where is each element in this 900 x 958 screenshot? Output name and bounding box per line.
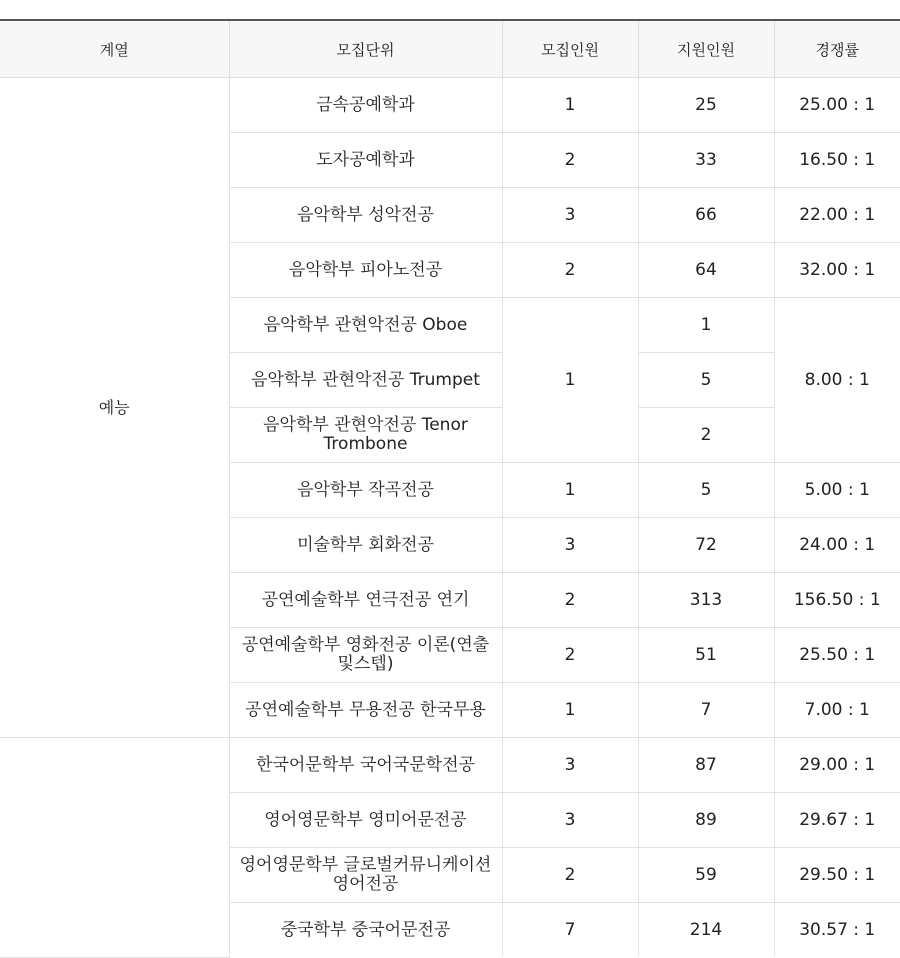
applicants-cell: 87 (638, 738, 774, 793)
applicants-cell: 7 (638, 683, 774, 738)
recruit-cell: 3 (502, 518, 638, 573)
applicants-cell: 33 (638, 133, 774, 188)
ratio-cell: 29.00 : 1 (774, 738, 900, 793)
applicants-cell: 89 (638, 793, 774, 848)
unit-cell: 영어영문학부 글로벌커뮤니케이션 영어전공 (229, 848, 502, 903)
recruit-cell: 2 (502, 243, 638, 298)
group-cell: 예능 (0, 78, 229, 738)
unit-cell: 음악학부 작곡전공 (229, 463, 502, 518)
unit-cell: 공연예술학부 영화전공 이론(연출 및스텝) (229, 628, 502, 683)
recruit-cell: 2 (502, 848, 638, 903)
recruit-cell: 1 (502, 78, 638, 133)
recruit-cell: 2 (502, 628, 638, 683)
applicants-cell: 66 (638, 188, 774, 243)
recruit-cell: 3 (502, 738, 638, 793)
unit-cell: 한국어문학부 국어국문학전공 (229, 738, 502, 793)
admission-results-table (0, 19, 900, 958)
unit-cell: 금속공예학과 (229, 78, 502, 133)
unit-cell: 음악학부 관현악전공 Tenor Trombone (229, 408, 502, 463)
header-unit: 모집단위 (229, 20, 502, 78)
recruit-cell: 1 (502, 298, 638, 463)
ratio-cell: 22.00 : 1 (774, 188, 900, 243)
ratio-cell: 29.50 : 1 (774, 848, 900, 903)
recruit-cell: 3 (502, 793, 638, 848)
unit-cell: 공연예술학부 연극전공 연기 (229, 573, 502, 628)
ratio-cell: 5.00 : 1 (774, 463, 900, 518)
applicants-cell: 313 (638, 573, 774, 628)
applicants-cell: 72 (638, 518, 774, 573)
applicants-cell: 64 (638, 243, 774, 298)
recruit-cell: 1 (502, 683, 638, 738)
applicants-cell: 5 (638, 353, 774, 408)
unit-cell: 도자공예학과 (229, 133, 502, 188)
applicants-cell: 2 (638, 408, 774, 463)
ratio-cell: 29.67 : 1 (774, 793, 900, 848)
applicants-cell: 51 (638, 628, 774, 683)
ratio-cell: 24.00 : 1 (774, 518, 900, 573)
table-row (0, 738, 900, 793)
header-row (0, 20, 900, 78)
unit-cell: 음악학부 관현악전공 Oboe (229, 298, 502, 353)
unit-cell: 음악학부 관현악전공 Trumpet (229, 353, 502, 408)
applicants-cell: 1 (638, 298, 774, 353)
applicants-cell: 59 (638, 848, 774, 903)
applicants-cell: 214 (638, 903, 774, 958)
unit-cell: 영어영문학부 영미어문전공 (229, 793, 502, 848)
unit-cell: 공연예술학부 무용전공 한국무용 (229, 683, 502, 738)
header-applicants: 지원인원 (638, 20, 774, 78)
header-recruit: 모집인원 (502, 20, 638, 78)
ratio-cell: 25.50 : 1 (774, 628, 900, 683)
ratio-cell: 32.00 : 1 (774, 243, 900, 298)
applicants-cell: 25 (638, 78, 774, 133)
ratio-cell: 25.00 : 1 (774, 78, 900, 133)
unit-cell: 음악학부 성악전공 (229, 188, 502, 243)
ratio-cell: 30.57 : 1 (774, 903, 900, 958)
recruit-cell: 2 (502, 573, 638, 628)
header-category: 계열 (0, 20, 229, 78)
table-row (0, 78, 900, 133)
recruit-cell: 1 (502, 463, 638, 518)
recruit-cell: 7 (502, 903, 638, 958)
ratio-cell: 7.00 : 1 (774, 683, 900, 738)
recruit-cell: 3 (502, 188, 638, 243)
applicants-cell: 5 (638, 463, 774, 518)
unit-cell: 중국학부 중국어문전공 (229, 903, 502, 958)
ratio-cell: 16.50 : 1 (774, 133, 900, 188)
ratio-cell: 156.50 : 1 (774, 573, 900, 628)
unit-cell: 음악학부 피아노전공 (229, 243, 502, 298)
recruit-cell: 2 (502, 133, 638, 188)
header-ratio: 경쟁률 (774, 20, 900, 78)
group-cell (0, 738, 229, 958)
unit-cell: 미술학부 회화전공 (229, 518, 502, 573)
ratio-cell: 8.00 : 1 (774, 298, 900, 463)
